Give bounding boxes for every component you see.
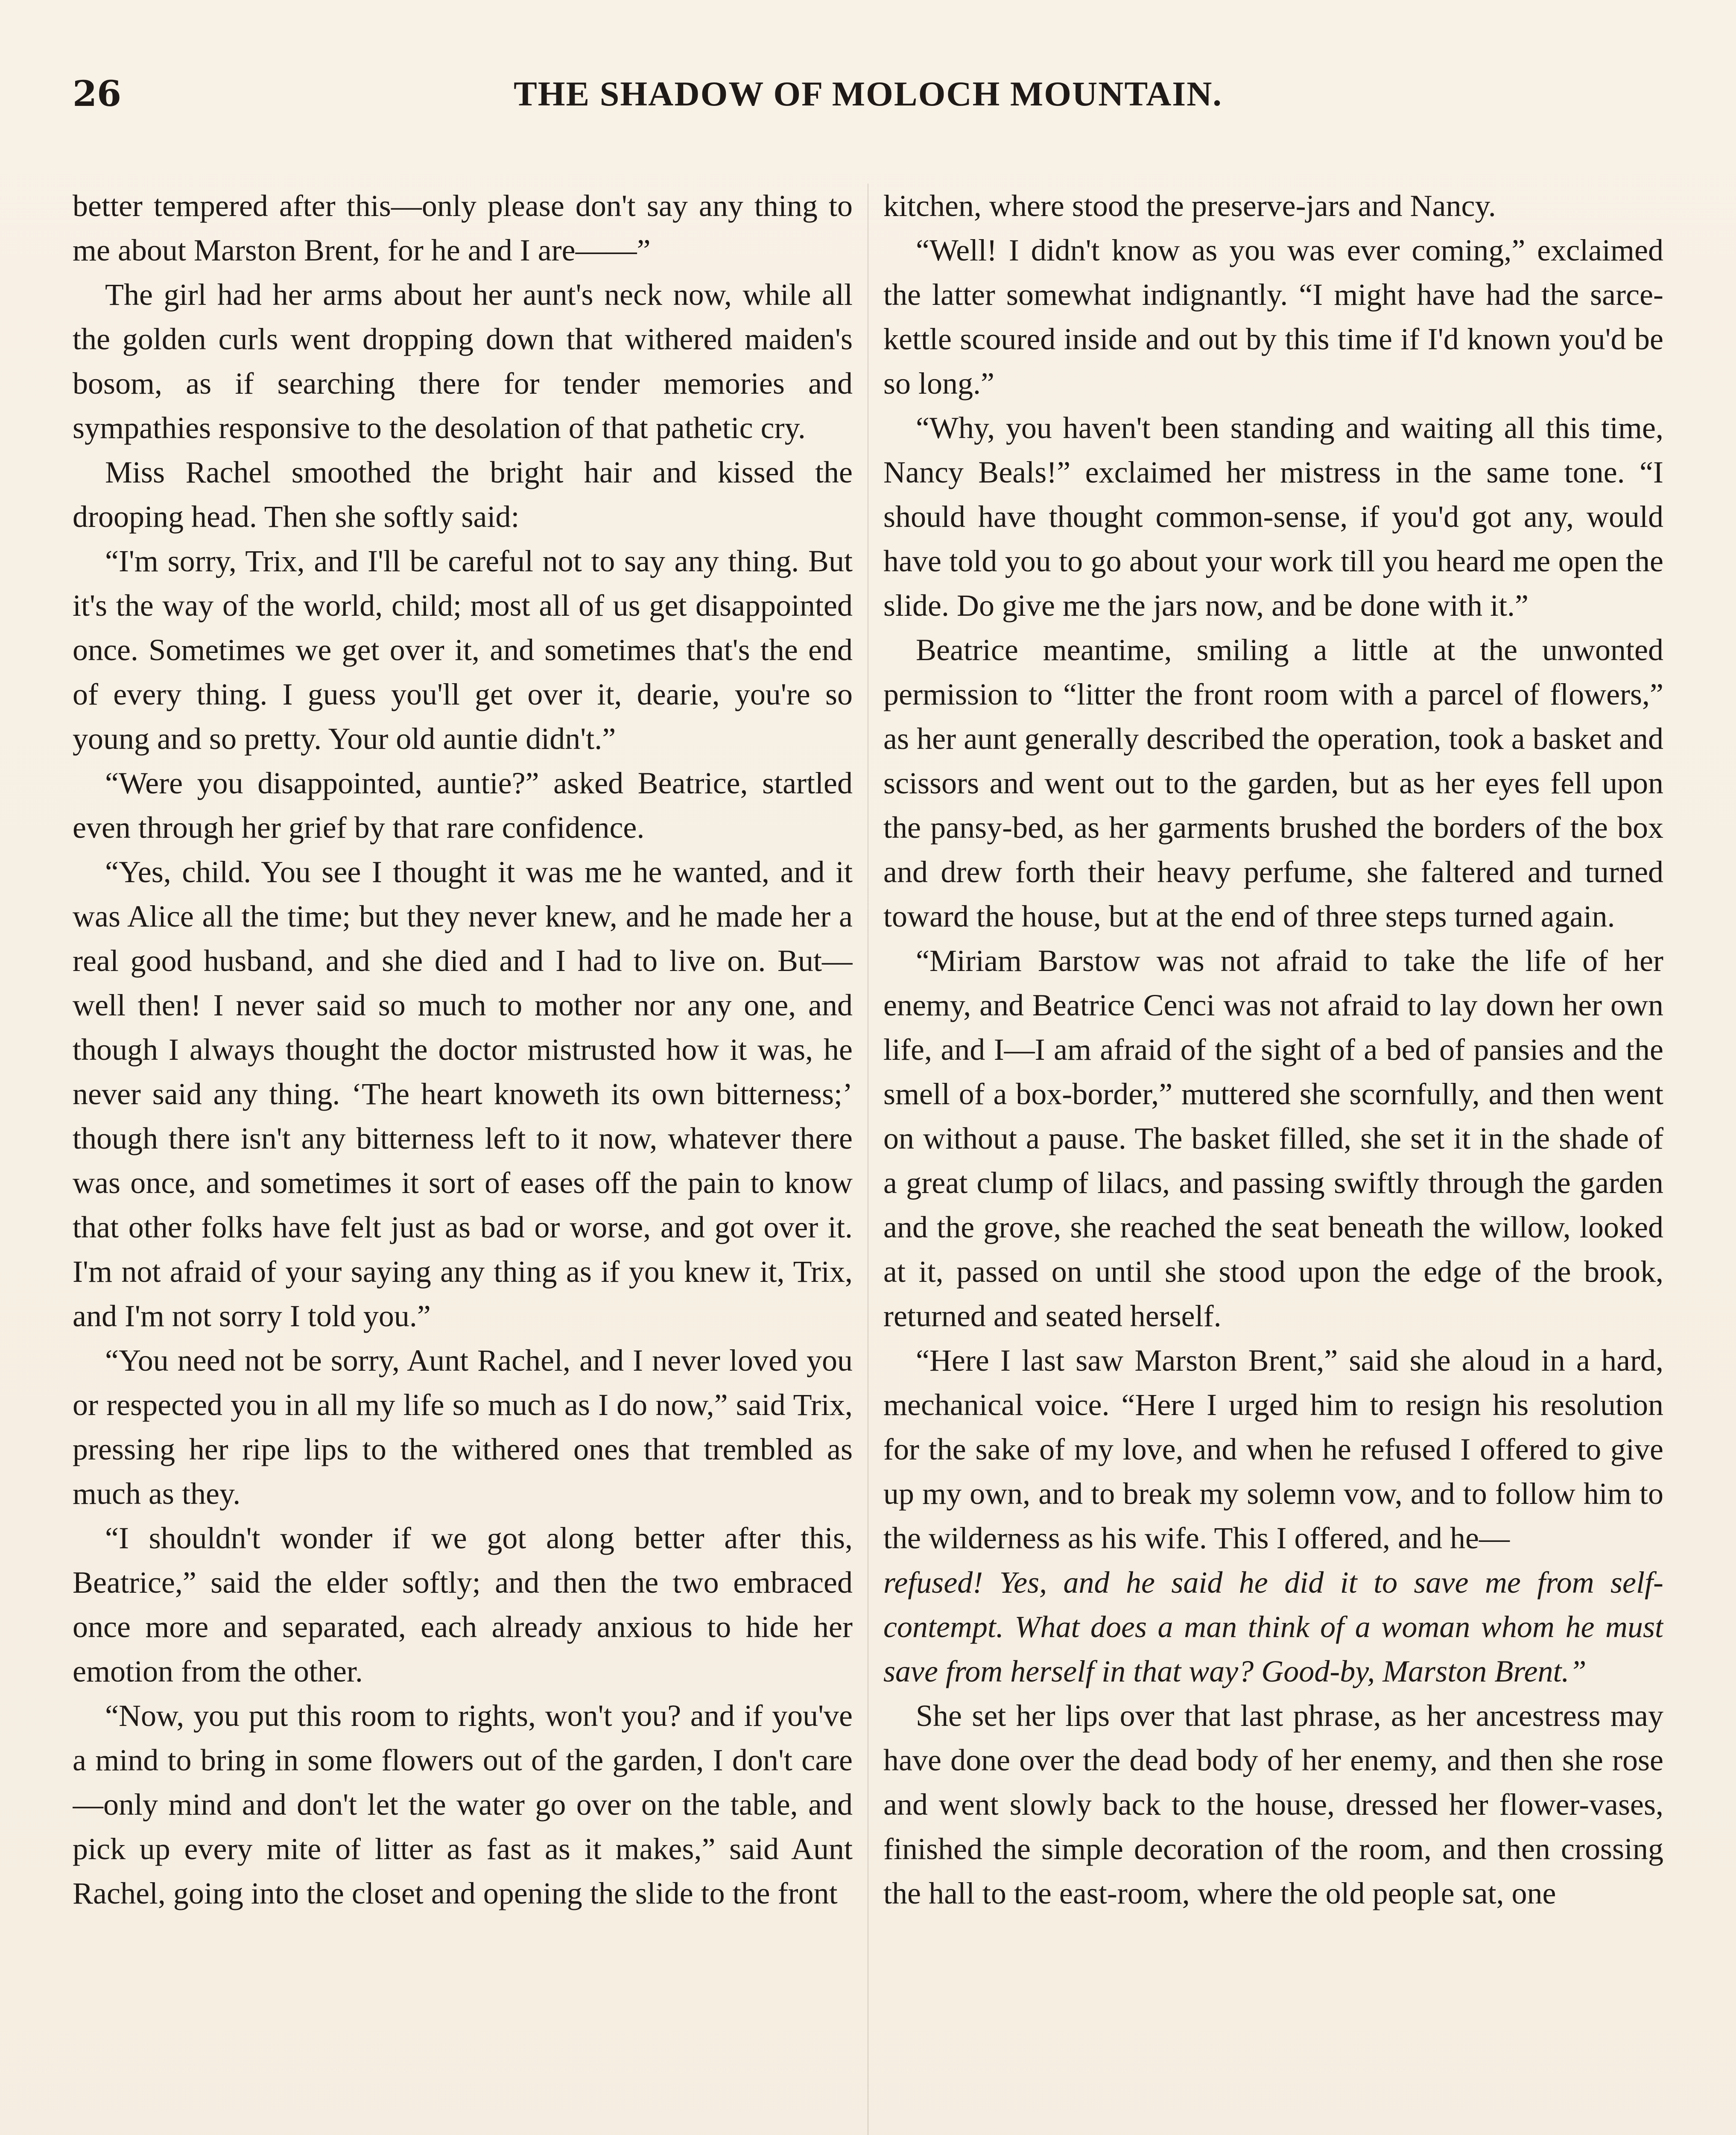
right-column <box>883 184 1663 2135</box>
running-title: THE SHADOW OF MOLOCH MOUNTAIN. <box>514 74 1222 113</box>
paragraph: “I shouldn't wonder if we got along better after this, Beatrice,” said the elder softly; and then the two embraced once more and separated, each already anxious to hide her emotion from the other. <box>73 1521 853 1688</box>
paragraph: “Here I last saw Marston Brent,” said she aloud in a hard, mechanical voice. “Here I urged him to resign his resolution for the sake of my love, and when he refused I offered to give up my own, and to break my solemn vow, and to follow him to the wilderness as his wife. This I offered, and he— <box>883 1343 1663 1555</box>
paragraph: The girl had her arms about her aunt's neck now, while all the golden curls went dropping down that withered maiden's bosom, as if searching there for tender memories and sympathies responsive to the desolation of that pathetic cry. <box>73 278 853 445</box>
paragraph: “I'm sorry, Trix, and I'll be careful not to say any thing. But it's the way of the world, child; most all of us get disappointed once. Sometimes we get over it, and sometimes that's the end of every thing. I guess you'll get over it, dearie, you're so young and so pretty. Your old auntie didn't.” <box>73 544 853 756</box>
paragraph: Miss Rachel smoothed the bright hair and kissed the drooping head. Then she softly said: <box>73 455 853 534</box>
left-column <box>73 184 853 2135</box>
header <box>73 64 1663 124</box>
page-number: 26 <box>73 73 122 114</box>
paragraph: refused! Yes, and he said he did it to save me from self-contempt. What does a man think of a woman whom he must save from herself in that way? Good-by, Marston Brent.” <box>883 1565 1663 1688</box>
paragraph: better tempered after this—only please don't say any thing to me about Marston Brent, for he and I are——” <box>73 189 853 267</box>
paragraph: “Were you disappointed, auntie?” asked Beatrice, startled even through her grief by that rare confidence. <box>73 766 853 845</box>
paragraph: “Well! I didn't know as you was ever coming,” exclaimed the latter somewhat indignantly. “I might have had the sarce-kettle scoured inside and out by this time if I'd known you'd be so long.” <box>883 233 1663 401</box>
paragraph: “Now, you put this room to rights, won't you? and if you've a mind to bring in some flowers out of the garden, I don't care—only mind and don't let the water go over on the table, and pick up every mite of litter as fast as it makes,” said Aunt Rachel, going into the closet and opening the slide to the front <box>73 1699 853 1910</box>
paragraph: kitchen, where stood the preserve-jars and Nancy. <box>883 189 1496 223</box>
paragraph: “You need not be sorry, Aunt Rachel, and I never loved you or respected you in all my life so much as I do now,” said Trix, pressing her ripe lips to the withered ones that trembled as much as they. <box>73 1343 853 1511</box>
paragraph: “Yes, child. You see I thought it was me he wanted, and it was Alice all the time; but they never knew, and he made her a real good husband, and she died and I had to live on. But—well then! I never said so much to mother nor any one, and though I always thought the doctor mistrusted how it was, he never said any thing. ‘The heart knoweth its own bitterness;’ though there isn't any bitterness left to it now, whatever there was once, and sometimes it sort of eases off the pain to know that other folks have felt just as bad or worse, and got over it. I'm not afraid of your saying any thing as if you knew it, Trix, and I'm not sorry I told you.” <box>73 855 853 1333</box>
paragraph: “Miriam Barstow was not afraid to take the life of her enemy, and Beatrice Cenci was not afraid to lay down her own life, and I—I am afraid of the sight of a bed of pansies and the smell of a box-border,” muttered she scornfully, and then went on without a pause. The basket filled, she set it in the shade of a great clump of lilacs, and passing swiftly through the garden and the grove, she reached the seat beneath the willow, looked at it, passed on until she stood upon the edge of the brook, returned and seated herself. <box>883 944 1663 1333</box>
paragraph: Beatrice meantime, smiling a little at the unwonted permission to “litter the front room with a parcel of flowers,” as her aunt generally described the operation, took a basket and scissors and went out to the garden, but as her eyes fell upon the pansy-bed, as her garments brushed the borders of the box and drew forth their heavy perfume, she faltered and turned toward the house, but at the end of three steps turned again. <box>883 633 1663 933</box>
paragraph: “Why, you haven't been standing and waiting all this time, Nancy Beals!” exclaimed her mistress in the same tone. “I should have thought common-sense, if you'd got any, would have told you to go about your work till you heard me open the slide. Do give me the jars now, and be done with it.” <box>883 411 1663 623</box>
paragraph: She set her lips over that last phrase, as her ancestress may have done over the dead body of her enemy, and then she rose and went slowly back to the house, dressed her flower-vases, finished the simple decoration of the room, and then crossing the hall to the east-room, where the old people sat, one <box>883 1699 1663 1910</box>
text-columns <box>73 184 1663 2135</box>
